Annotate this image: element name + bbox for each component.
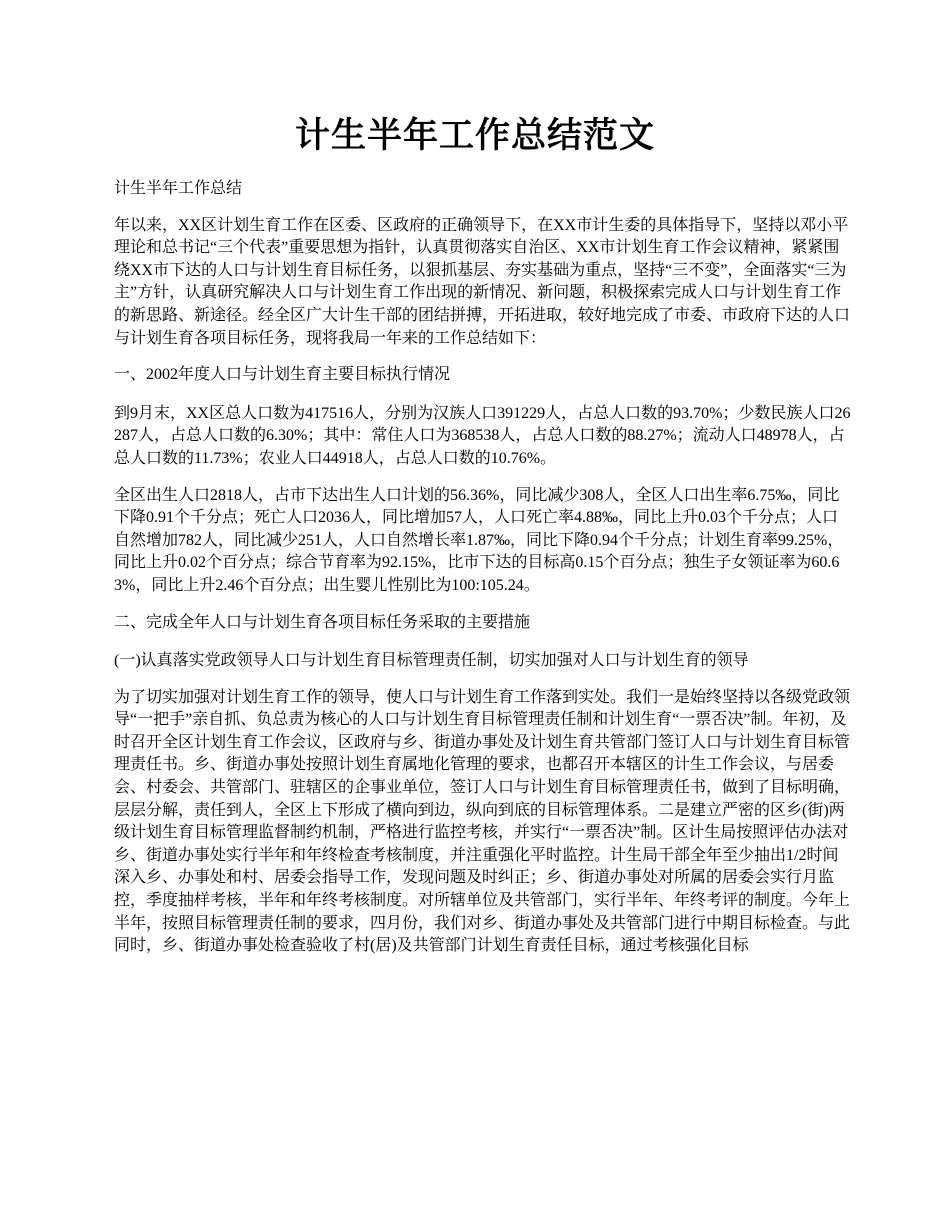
population-paragraph: 到9月末，XX区总人口数为417516人，分别为汉族人口391229人，占总人口数的93.70%；少数民族人口26287人，占总人口数的6.30%；其中：常住人口为368538人，占总人口数的88.27%；流动人口48978人，占总人口数的11.73%；农业人口44918人，占总人口数的10.76%。 [114, 404, 851, 467]
subtitle-paragraph: 计生半年工作总结 [114, 180, 243, 197]
measures-paragraph: 为了切实加强对计划生育工作的领导，使人口与计划生育工作落到实处。我们一是始终坚持以各级党政领导“一把手”亲自抓、负总责为核心的人口与计划生育目标管理责任制和计划生育“一票否决”制。年初，及时召开全区计划生育工作会议，区政府与乡、街道办事处及计划生育共管部门签订人口与计划生育目标管理责任书。乡、街道办事处按照计划生育属地化管理的要求，也都召开本辖区的计生工作会议，与居委会、村委会、共管部门、驻辖区的企事业单位，签订人口与计划生育目标管理责任书，做到了目标明确，层层分解，责任到人，全区上下形成了横向到边，纵向到底的目标管理体系。二是建立严密的区乡(街)两级计划生育目标管理监督制约机制，严格进行监控考核，并实行“一票否决”制。区计生局按照评估办法对乡、街道办事处实行半年和年终检查考核制度，并注重强化平时监控。计生局干部全年至少抽出1/2时间深入乡、办事处和村、居委会指导工作，发现问题及时纠正；乡、街道办事处对所属的居委会实行月监控，季度抽样考核，半年和年终考核制度。对所辖单位及共管部门，实行半年、年终考评的制度。今年上半年，按照目标管理责任制的要求，四月份，我们对乡、街道办事处及共管部门进行中期目标检查。与此同时，乡、街道办事处检查验收了村(居)及共管部门计划生育责任目标，通过考核强化目标 [114, 688, 851, 955]
document-title: 计生半年工作总结范文 [294, 116, 655, 155]
subsection-heading-1: (一)认真落实党政领导人口与计划生育目标管理责任制，切实加强对人口与计划生育的领导 [114, 652, 749, 670]
document-body [114, 178, 852, 972]
birth-rate-paragraph: 全区出生人口2818人，占市下达出生人口计划的56.36%，同比减少308人，全区人口出生率6.75‰，同比下降0.91个千分点；死亡人口2036人，同比增加57人，人口死亡率4.88‰，同比上升0.03个千分点；人口自然增加782人，同比减少251人，人口自然增长率1.87‰，同比下降0.94个千分点；计划生育率99.25%，同比上升0.02个百分点；综合节育率为92.15%，比市下达的目标高0.15个百分点；独生子女领证率为60.63%，同比上升2.46个百分点；出生婴儿性别比为100:105.24。 [114, 486, 844, 594]
section-heading-2: 二、完成全年人口与计划生育各项目标任务采取的主要措施 [114, 613, 531, 631]
section-heading-1: 一、2002年度人口与计划生育主要目标执行情况 [114, 366, 451, 384]
intro-paragraph: 年以来，XX区计划生育工作在区委、区政府的正确领导下，在XX市计生委的具体指导下，坚持以邓小平理论和总书记“三个代表”重要思想为指针，认真贯彻落实自治区、XX市计划生育工作会议精神，紧紧围绕XX市下达的人口与计划生育目标任务，以狠抓基层、夯实基础为重点，坚持“三不变”，全面落实“三为主”方针，认真研究解决人口与计划生育工作出现的新情况、新问题，积极探索完成人口与计划生育工作的新思路、新途径。经全区广大计生干部的团结拼搏，开拓进取，较好地完成了市委、市政府下达的人口与计划生育各项目标任务，现将我局一年来的工作总结如下： [114, 216, 851, 347]
